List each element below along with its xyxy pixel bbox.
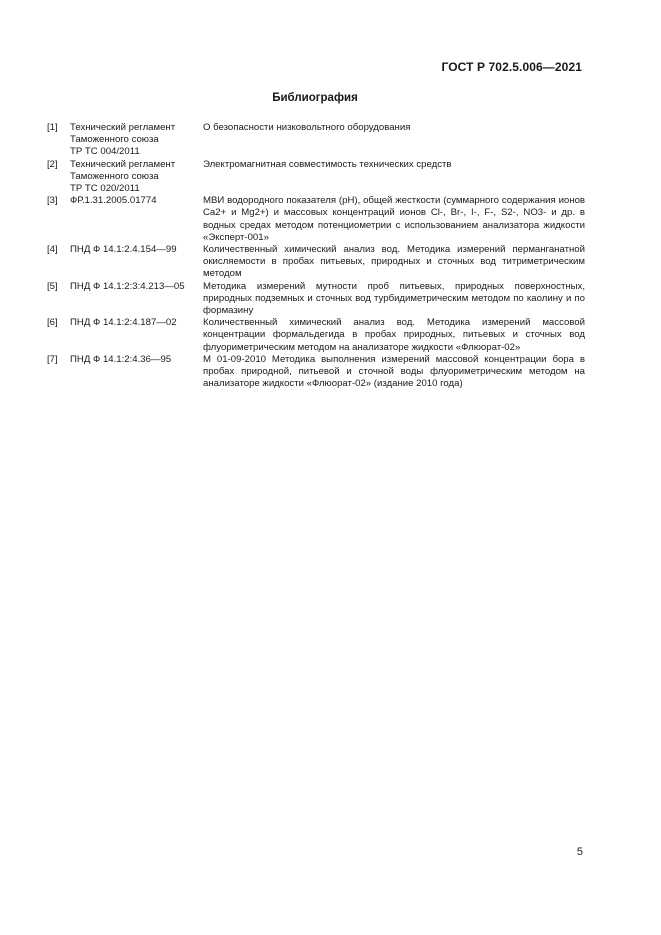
- entry-description: Количественный химический анализ вод. Методика измерений массовой концентрации формальдегида в пробах природных, питьевых и сточных вод флуориметрическим методом на анализаторе жидкости «Флюорат-02»: [203, 317, 585, 353]
- bibliography-entry: [47, 122, 585, 159]
- bibliography-entry: [47, 281, 585, 318]
- bibliography-entry: [47, 317, 585, 354]
- bibliography-entry: [47, 195, 585, 244]
- entry-description: Количественный химический анализ вод. Методика измерений перманганатной окисляемости в пробах питьевых, природных и сточных вод титриметрическим методом: [203, 244, 585, 280]
- entry-reference: ПНД Ф 14.1:2:3:4.213—05: [70, 280, 185, 292]
- entry-description: О безопасности низковольтного оборудования: [203, 122, 411, 133]
- entry-number: [1]: [47, 122, 58, 133]
- entry-number: [3]: [47, 195, 58, 207]
- entry-number: [2]: [47, 158, 58, 170]
- page-title: Библиография: [272, 92, 358, 104]
- entry-reference: ПНД Ф 14.1:2:4.36—95: [70, 353, 172, 365]
- entry-description: Электромагнитная совместимость технических средств: [203, 158, 452, 170]
- entry-reference: ПНД Ф 14.1:2.4.154—99: [70, 244, 177, 256]
- entry-reference: ПНД Ф 14.1:2:4.187—02: [70, 317, 177, 329]
- entry-description: Методика измерений мутности проб питьевых, природных поверхностных, природных подземных и сточных вод турбидиметрическим методом по каолину и по формазину: [203, 280, 585, 317]
- entry-number: [4]: [47, 244, 58, 256]
- bibliography-entry: [47, 354, 585, 391]
- bibliography-entry: [47, 244, 585, 281]
- entry-number: [6]: [47, 317, 58, 329]
- bibliography-list: [47, 122, 585, 390]
- document-code: ГОСТ Р 702.5.006—2021: [441, 60, 582, 74]
- entry-description: М 01-09-2010 Методика выполнения измерений массовой концентрации бора в пробах природной, питьевой и сточной воды флуориметрическим методом на анализаторе жидкости «Флюорат-02» (издание 2010 года): [203, 353, 585, 390]
- entry-reference: ФР.1.31.2005.01774: [70, 195, 157, 207]
- bibliography-entry: [47, 159, 585, 196]
- entry-number: [7]: [47, 353, 58, 365]
- entry-reference: Технический регламент Таможенного союза ТР ТС 004/2011: [70, 122, 176, 158]
- page-number: 5: [576, 846, 583, 858]
- entry-number: [5]: [47, 280, 58, 292]
- entry-description: МВИ водородного показателя (pH), общей жесткости (суммарного содержания ионов Ca2+ и Mg2+) и массовых концентраций ионов Cl-, Br-, I-, F-, S2-, NO3- и др. в водных средах методом потенциометрии с использованием анализатора жидкости «Эксперт-001»: [203, 195, 585, 243]
- entry-reference: Технический регламент Таможенного союза ТР ТС 020/2011: [70, 158, 176, 195]
